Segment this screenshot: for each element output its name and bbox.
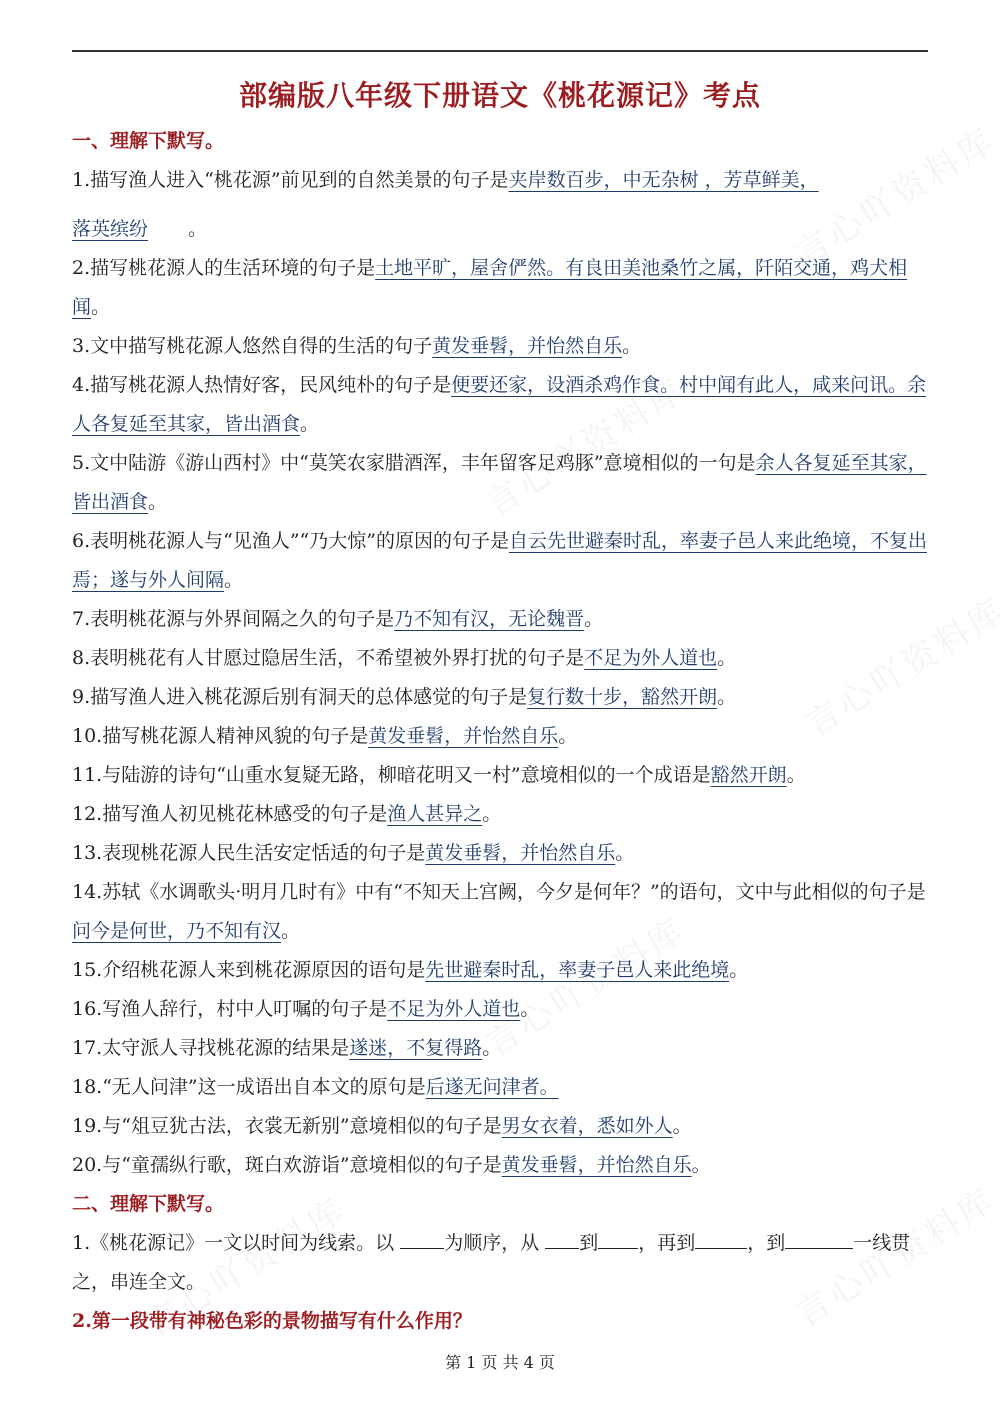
question-17: 17.太守派人寻找桃花源的结果是遂迷，不复得路。 bbox=[72, 1037, 502, 1059]
answer: 男女衣着，悉如外人 bbox=[501, 1115, 673, 1137]
answer-blank[interactable] bbox=[598, 1230, 638, 1249]
section-heading: 二、理解下默写。 bbox=[72, 1193, 225, 1215]
header-rule bbox=[72, 50, 928, 52]
question-18: 18.“无人问津”这一成语出自本文的原句是后遂无问津者。 bbox=[72, 1076, 559, 1098]
question-11: 11.与陆游的诗句“山重水复疑无路，柳暗花明又一村”意境相似的一个成语是豁然开朗。 bbox=[72, 764, 806, 786]
answer: 不足为外人道也 bbox=[387, 998, 521, 1020]
question-1: 1.描写渔人进入“桃花源”前见到的自然美景的句子是夹岸数百步，中无杂树 ，芳草鲜美， bbox=[72, 169, 819, 191]
question-9: 9.描写渔人进入桃花源后别有洞天的总体感觉的句子是复行数十步，豁然开朗。 bbox=[72, 686, 737, 708]
answer: 先世避秦时乱，率妻子邑人来此绝境 bbox=[425, 959, 730, 981]
question-19: 19.与“俎豆犹古法，衣裳无新别”意境相似的句子是男女衣着，悉如外人。 bbox=[72, 1115, 692, 1137]
answer-blank[interactable] bbox=[695, 1230, 747, 1249]
answer: 问今是何世，乃不知有汉 bbox=[72, 920, 282, 942]
answer: 不足为外人道也 bbox=[584, 647, 718, 669]
answer: 夹岸数百步，中无杂树 ，芳草鲜美， bbox=[508, 169, 819, 191]
question-5: 5.文中陆游《游山西村》中“莫笑农家腊酒浑，丰年留客足鸡豚”意境相似的一句是余人各复延至其家，皆出酒食。 bbox=[72, 452, 927, 513]
answer: 黄发垂髫，并怡然自乐 bbox=[368, 725, 559, 747]
question-6: 6.表明桃花源人与“见渔人”“乃大惊”的原因的句子是自云先世避秦时乱，率妻子邑人来此绝境，不复出焉；遂与外人间隔。 bbox=[72, 530, 927, 591]
answer: 后遂无问津者。 bbox=[425, 1076, 559, 1098]
answer: 黄发垂髫，并怡然自乐 bbox=[432, 335, 623, 357]
page-title: 部编版八年级下册语文《桃花源记》考点 bbox=[238, 79, 761, 112]
answer: 复行数十步，豁然开朗 bbox=[527, 686, 718, 708]
answer: 便要还家，设酒杀鸡作食。村中闻有此人，咸来问讯。余人各复延至其家，皆出酒食 bbox=[72, 374, 927, 435]
question-16: 16.写渔人辞行，村中人叮嘱的句子是不足为外人道也。 bbox=[72, 998, 540, 1020]
question-4: 4.描写桃花源人热情好客，民风纯朴的句子是便要还家，设酒杀鸡作食。村中闻有此人，咸来问讯。余人各复延至其家，皆出酒食。 bbox=[72, 374, 927, 435]
answer-blank[interactable] bbox=[785, 1230, 853, 1249]
section-heading: 一、理解下默写。 bbox=[72, 130, 225, 152]
answer: 余人各复延至其家，皆出酒食 bbox=[72, 452, 927, 513]
answer: 渔人甚异之 bbox=[387, 803, 483, 825]
question-13: 13.表现桃花源人民生活安定恬适的句子是黄发垂髫，并怡然自乐。 bbox=[72, 842, 635, 864]
answer: 豁然开朗 bbox=[710, 764, 787, 786]
question-20: 20.与“童孺纵行歌，斑白欢游诣”意境相似的句子是黄发垂髫，并怡然自乐。 bbox=[72, 1154, 711, 1176]
question-12: 12.描写渔人初见桃花林感受的句子是渔人甚异之。 bbox=[72, 803, 502, 825]
answer: 落英缤纷 bbox=[72, 218, 149, 240]
fill-in-question-1: 1.《桃花源记》一文以时间为线索。以 为顺序，从 到 ，再到 ，到 一线贯之，串连全文。 bbox=[72, 1232, 911, 1293]
question-3: 3.文中描写桃花源人悠然自得的生活的句子黄发垂髫，并怡然自乐。 bbox=[72, 335, 642, 357]
question-2-heading: 2.第一段带有神秘色彩的景物描写有什么作用？ bbox=[72, 1310, 472, 1332]
document-body bbox=[72, 122, 932, 1341]
answer: 自云先世避秦时乱，率妻子邑人来此绝境，不复出焉；遂与外人间隔 bbox=[72, 530, 927, 591]
answer: 土地平旷，屋舍俨然。有良田美池桑竹之属，阡陌交通，鸡犬相闻 bbox=[72, 257, 908, 318]
question-10: 10.描写桃花源人精神风貌的句子是黄发垂髫，并怡然自乐。 bbox=[72, 725, 578, 747]
question-1-cont: 落英缤纷 。 bbox=[72, 218, 208, 240]
question-7: 7.表明桃花源与外界间隔之久的句子是乃不知有汉，无论魏晋。 bbox=[72, 608, 604, 630]
question-8: 8.表明桃花有人甘愿过隐居生活，不希望被外界打扰的句子是不足为外人道也。 bbox=[72, 647, 737, 669]
answer: 黄发垂髫，并怡然自乐 bbox=[501, 1154, 692, 1176]
page-footer: 第 1 页 共 4 页 bbox=[445, 1353, 555, 1372]
answer: 乃不知有汉，无论魏晋 bbox=[394, 608, 585, 630]
answer: 黄发垂髫，并怡然自乐 bbox=[425, 842, 616, 864]
question-15: 15.介绍桃花源人来到桃花源原因的语句是先世避秦时乱，率妻子邑人来此绝境。 bbox=[72, 959, 749, 981]
question-14: 14.苏轼《水调歌头·明月几时有》中有“不知天上宫阙，今夕是何年？”的语句，文中与此相似的句子是问今是何世，乃不知有汉。 bbox=[72, 881, 926, 942]
answer-blank[interactable] bbox=[400, 1230, 444, 1249]
question-2: 2.描写桃花源人的生活环境的句子是土地平旷，屋舍俨然。有良田美池桑竹之属，阡陌交通，鸡犬相闻。 bbox=[72, 257, 908, 318]
answer: 遂迷，不复得路 bbox=[349, 1037, 483, 1059]
answer-blank[interactable] bbox=[545, 1230, 579, 1249]
